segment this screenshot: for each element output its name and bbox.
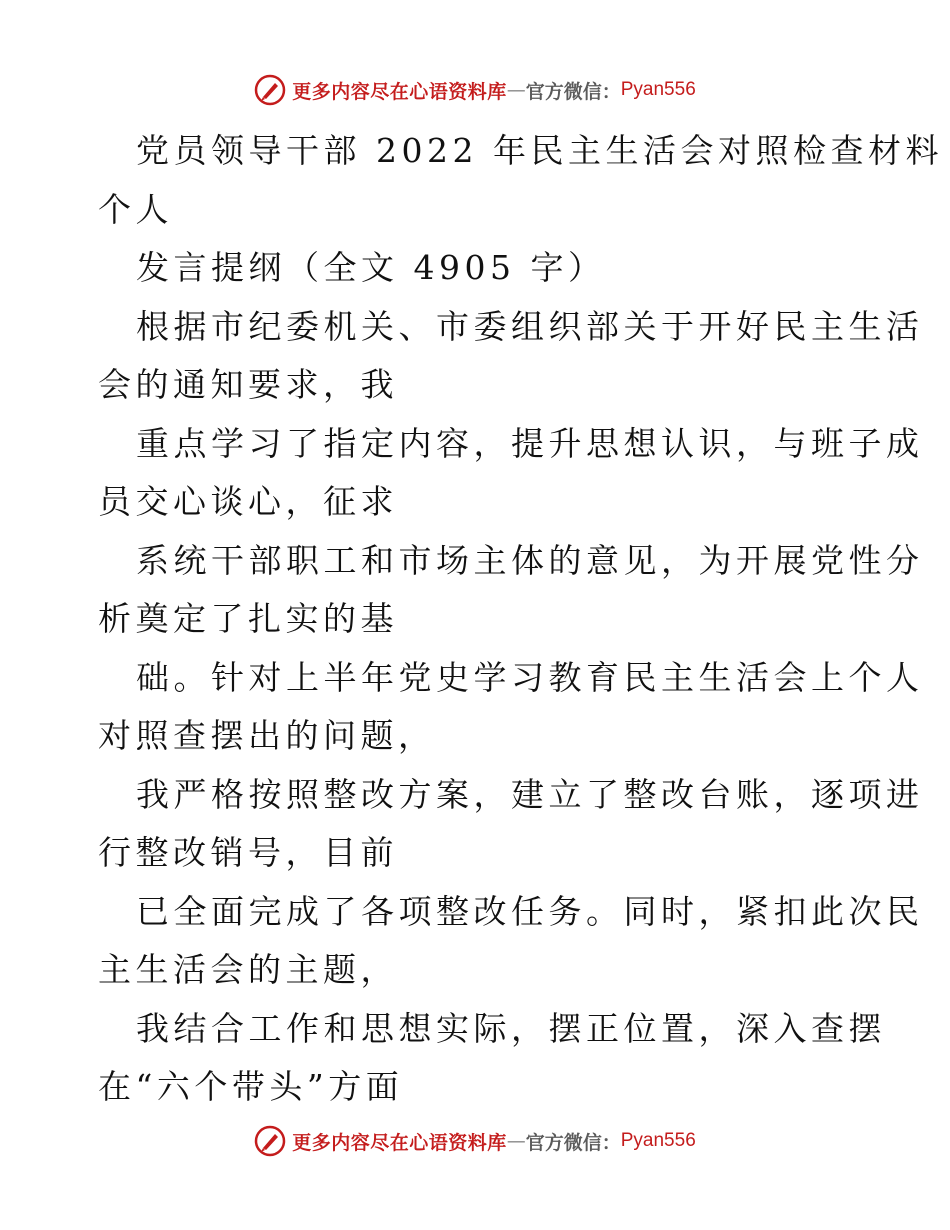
text-line: 析奠定了扎实的基 xyxy=(98,599,398,638)
footer-watermark xyxy=(0,1121,950,1161)
text-line: 主生活会的主题， xyxy=(98,950,398,989)
text-line: 根据市纪委机关、市委组织部关于开好民主生活 xyxy=(136,306,924,346)
watermark-official-label: 官方微信： xyxy=(525,1131,621,1154)
text-line: 行整改销号，目前 xyxy=(98,833,398,872)
text-line: 已全面完成了各项整改任务。同时，紧扣此次民 xyxy=(136,891,924,931)
text-line: 对照查摆出的问题， xyxy=(98,716,436,755)
watermark-official-label: 官方微信： xyxy=(525,80,621,103)
watermark-brand: 更多内容尽在心语资料库 xyxy=(292,1131,507,1154)
text-line: 我严格按照整改方案，建立了整改台账，逐项进 xyxy=(136,774,924,814)
watermark-banner xyxy=(254,74,696,106)
watermark-dash: — xyxy=(506,79,526,101)
text-line: 础。针对上半年党史学习教育民主生活会上个人 xyxy=(136,657,924,697)
text-line: 员交心谈心，征求 xyxy=(98,482,398,521)
header-watermark xyxy=(0,70,950,110)
watermark-dash: — xyxy=(506,1130,526,1152)
document-body xyxy=(98,122,943,1117)
watermark-brand: 更多内容尽在心语资料库 xyxy=(292,80,507,103)
text-line: 个人 xyxy=(98,189,173,229)
text-line: 发言提纲（全文 4905 字） xyxy=(136,248,606,287)
watermark-banner xyxy=(254,1125,696,1157)
text-line: 在“六个带头”方面 xyxy=(98,1067,404,1106)
text-line: 我结合工作和思想实际，摆正位置，深入查摆 xyxy=(136,1008,886,1048)
watermark-wechat-id: Pyan556 xyxy=(620,1130,696,1151)
watermark-wechat-id: Pyan556 xyxy=(620,79,696,100)
pen-logo-icon xyxy=(254,1125,286,1157)
text-line: 会的通知要求，我 xyxy=(98,365,398,404)
pen-logo-icon xyxy=(254,74,286,106)
text-line: 重点学习了指定内容，提升思想认识，与班子成 xyxy=(136,423,924,463)
text-line: 党员领导干部 2022 年民主生活会对照检查材料 xyxy=(136,131,943,170)
text-line: 系统干部职工和市场主体的意见，为开展党性分 xyxy=(136,540,924,580)
